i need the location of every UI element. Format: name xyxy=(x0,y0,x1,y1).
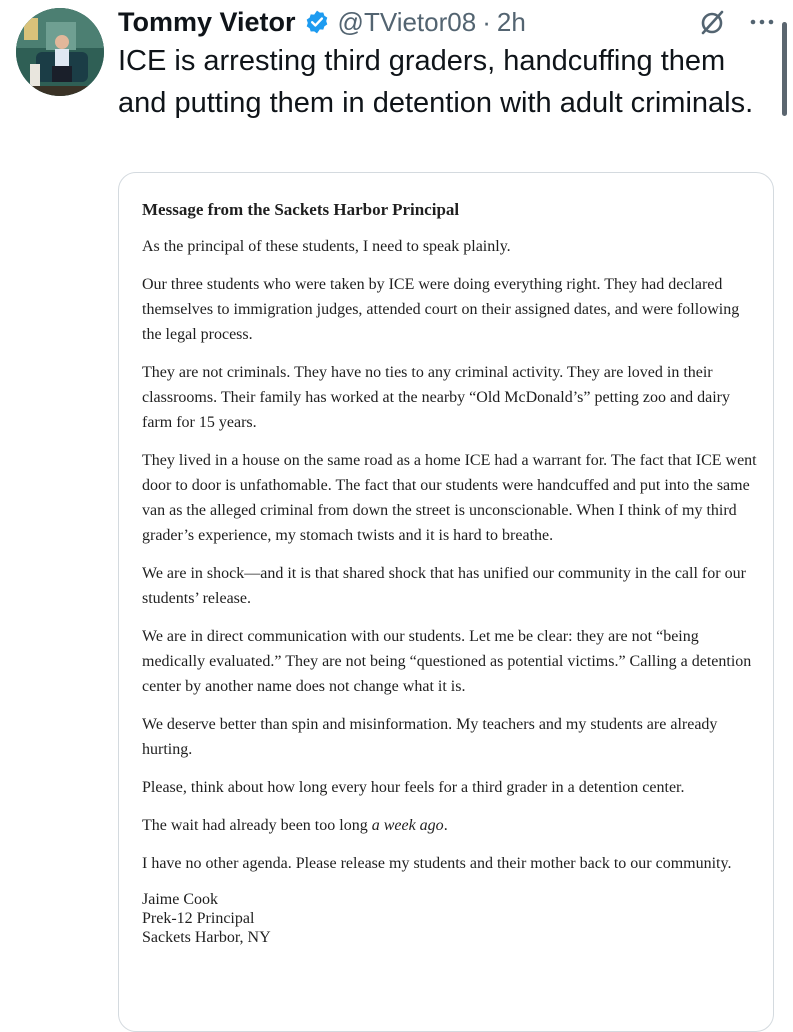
profile-photo xyxy=(16,8,104,96)
verified-badge-icon xyxy=(304,9,330,35)
tweet-text: ICE is arresting third graders, handcuffing them and putting them in detention with adult criminals. xyxy=(118,45,754,119)
letter-paragraph xyxy=(142,813,762,838)
more-icon[interactable] xyxy=(749,14,775,32)
letter-paragraph: As the principal of these students, I need to speak plainly. xyxy=(142,238,511,255)
letter-paragraph: They lived in a house on the same road as a home ICE had a warrant for. The fact that ICE went door to door is unfathomable. The fact that our students were handcuffed and put into the same van as the alleged criminal from down the street is unconscionable. When I think of my third grader’s experience, my stomach twists and it is hard to breathe. xyxy=(142,452,757,544)
separator-dot: · xyxy=(482,6,491,37)
signature-location: Sackets Harbor, NY xyxy=(142,929,271,946)
letter-paragraph: We are in direct communication with our students. Let me be clear: they are not “being medically evaluated.” They are not being “questioned as potential victims.” Calling a detention center by another name does not change what it is. xyxy=(142,628,752,695)
letter-emphasis: a week ago xyxy=(371,817,444,834)
signature-name: Jaime Cook xyxy=(142,891,218,908)
signature-role: Prek-12 Principal xyxy=(142,910,255,927)
tweet-header xyxy=(118,4,793,40)
user-handle[interactable]: @TVietor08 xyxy=(337,6,477,37)
letter-title: Message from the Sackets Harbor Principal xyxy=(142,200,460,219)
user-name[interactable]: Tommy Vietor xyxy=(118,6,296,37)
letter-paragraph: I have no other agenda. Please release my students and their mother back to our community. xyxy=(142,855,732,872)
signature-block xyxy=(142,890,762,947)
letter-paragraph: Please, think about how long every hour feels for a third grader in a detention center. xyxy=(142,779,685,796)
principal-letter xyxy=(142,197,762,947)
avatar[interactable] xyxy=(16,8,104,96)
letter-paragraph: They are not criminals. They have no ties to any criminal activity. They are loved in their classrooms. Their family has worked at the nearby “Old McDonald’s” petting zoo and dairy farm for 15 years. xyxy=(142,364,730,431)
letter-text: The wait had already been too long xyxy=(142,817,372,834)
grok-icon[interactable] xyxy=(697,8,727,43)
letter-paragraph: We are in shock—and it is that shared shock that has unified our community in the call for our students’ release. xyxy=(142,565,746,607)
letter-paragraph: Our three students who were taken by ICE were doing everything right. They had declared themselves to immigration judges, attended court on their assigned dates, and were following the legal process. xyxy=(142,276,740,343)
timestamp[interactable]: 2h xyxy=(496,6,526,37)
letter-paragraph: We deserve better than spin and misinformation. My teachers and my students are already hurting. xyxy=(142,716,718,758)
letter-text: . xyxy=(443,817,448,834)
scrollbar[interactable] xyxy=(782,22,787,116)
attached-image-card[interactable] xyxy=(118,172,774,1032)
